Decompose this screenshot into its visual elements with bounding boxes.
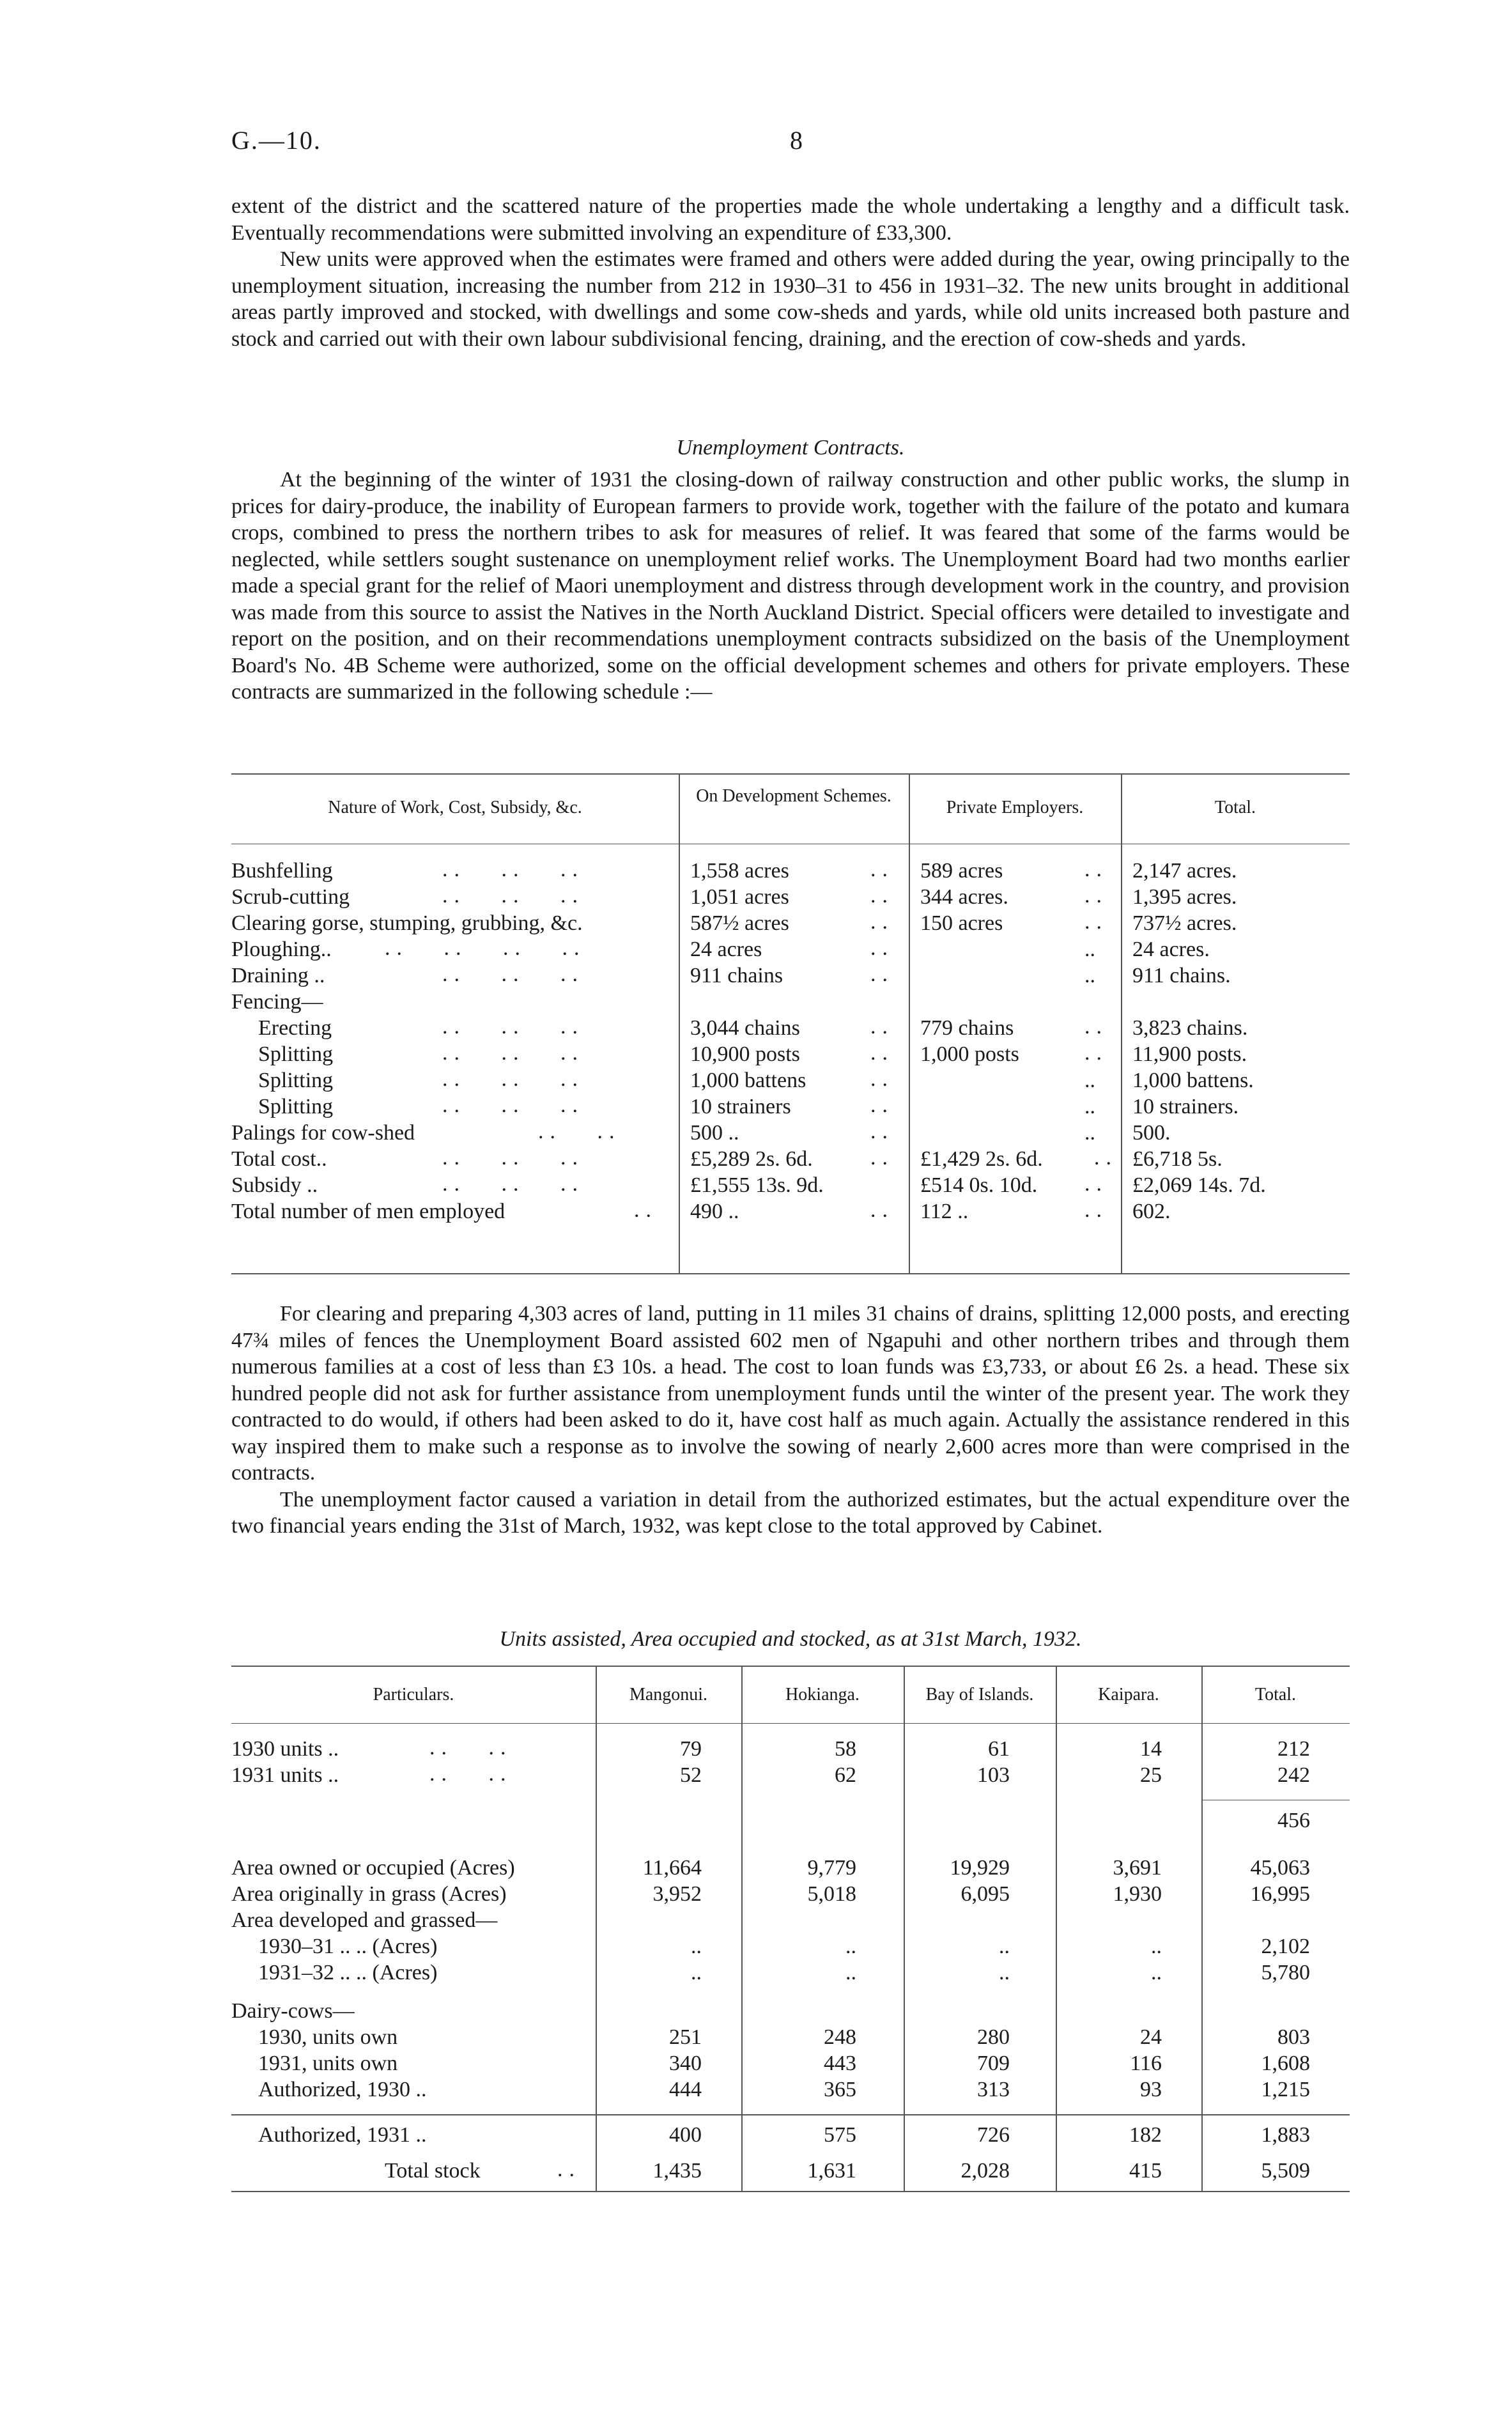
row-label: Splitting (258, 1095, 334, 1118)
row-label: Area developed and grassed— (231, 1908, 498, 1932)
bay-of-islands-value: 19,929 (950, 1856, 1010, 1880)
table-rule (231, 773, 1350, 775)
total-value: 1,215 (1261, 2078, 1310, 2101)
private-value: .. (1084, 964, 1095, 987)
table-rule (231, 1273, 1350, 1274)
hokianga-value: .. (845, 1935, 856, 1958)
units-assisted-table: Particulars. Mangonui. Hokianga. Bay of Islands. Kaipara. Total. 1930 units .. .. .. 79 58 61 14 212 1931 units .. .. .. 52 62 103 25 242 456 Area owned or occupied (Acres) 11,664 9,779 19,929 3,691 45,063 Area originally in grass (Acres) 3,952 5,018 6,095 1,930 16,995 Area developed and grassed— 1930–31 .. .. (Acres) .. .. .. .. 2,102 1931–32 .. .. (Acres) .. .. .. .. 5,780 Dairy-cows— 1930, units own 251 248 280 24 803 1931, units own 340 443 709 116 1,608 Authorized, 1930 .. 444 365 313 93 1,215 (231, 1666, 1350, 2126)
total-value: 45,063 (1250, 1856, 1310, 1880)
total-value: 2,102 (1261, 1935, 1310, 1958)
row-label: 1930, units own (258, 2025, 398, 2049)
row-label: Bushfelling (231, 859, 333, 883)
kaipara-value: 14 (1140, 1737, 1162, 1761)
bay-of-islands-value: 2,028 (960, 2159, 1010, 2183)
column-divider (679, 773, 680, 1273)
row-label: 1931–32 .. .. (Acres) (258, 1961, 438, 1984)
table-rule (231, 2191, 1350, 2192)
page-number: 8 (790, 126, 804, 155)
total-value: 456 (1277, 1809, 1310, 1832)
column-divider (1121, 773, 1122, 1273)
column-header: Total. (1214, 798, 1256, 817)
kaipara-value: .. (1151, 1935, 1162, 1958)
row-label: 1931 units .. (231, 1763, 339, 1787)
kaipara-value: 25 (1140, 1763, 1162, 1787)
kaipara-value: 116 (1130, 2052, 1162, 2075)
hokianga-value: 248 (824, 2025, 856, 2049)
column-header: Bay of Islands. (925, 1685, 1034, 1705)
private-value: .. (1084, 1069, 1095, 1092)
paragraph: At the beginning of the winter of 1931 the closing-down of railway construction and other public works, the slump in prices for dairy-produce, the inability of European farmers to provide work, together with the failure of the potato and kumara crops, combined to press the northern tribes to ask for measures of relief. It was feared that some of the farms would be neglected, while settlers sought sustenance on unemployment relief works. The Unemployment Board had two months earlier made a special grant for the relief of Maori unemployment and distress through development work in the country, and provision was made from this source to assist the Natives in the North Auckland District. Special officers were detailed to investigate and report on the position, and on their recommendations unemployment contracts subsidized on the basis of the Unemployment Board's No. 4B Scheme were authorized, some on the official development schemes and others for private employers. These contracts are summarized in the following schedule :— (231, 468, 1350, 704)
column-header: Mangonui. (629, 1685, 708, 1705)
total-value: 212 (1277, 1737, 1310, 1761)
mangonui-value: 3,952 (652, 1882, 702, 1906)
row-label: Splitting (258, 1069, 334, 1092)
mangonui-value: .. (691, 1935, 702, 1958)
kaipara-value: 415 (1129, 2159, 1162, 2183)
row-label: Draining .. (231, 964, 325, 987)
dev-value: £1,555 13s. 9d. (690, 1173, 824, 1197)
row-label: Scrub-cutting (231, 885, 350, 909)
private-value: 1,000 posts (920, 1042, 1019, 1066)
row-label: Palings for cow-shed (231, 1121, 415, 1145)
column-header: Private Employers. (946, 798, 1084, 817)
total-value: 2,147 acres. (1132, 859, 1237, 883)
column-header: Hokianga. (785, 1685, 860, 1705)
mangonui-value: 11,664 (642, 1856, 702, 1880)
kaipara-value: 24 (1140, 2025, 1162, 2049)
hokianga-value: 365 (824, 2078, 856, 2101)
table-title: Units assisted, Area occupied and stocked, as at 31st March, 1932. (499, 1627, 1082, 1651)
total-value: 10 strainers. (1132, 1095, 1239, 1118)
mangonui-value: 1,435 (652, 2159, 702, 2183)
private-value: £514 0s. 10d. (920, 1173, 1038, 1197)
dev-value: 24 acres (690, 938, 762, 961)
bay-of-islands-value: 6,095 (960, 1882, 1010, 1906)
row-label: Area owned or occupied (Acres) (231, 1856, 515, 1880)
row-label: 1931, units own (258, 2052, 398, 2075)
hokianga-value: 9,779 (807, 1856, 856, 1880)
contracts-schedule-table: Nature of Work, Cost, Subsidy, &c. On Development Schemes. Private Employers. Total. Bushfelling .. .. .. 1,558 acres .. 589 acres .. 2,147 acres. Scrub-cutting .. .. .. 1,051 acres .. 344 acres. .. 1,395 acres. Clearing gorse, stumping, grubbing, &c. 587½ acres .. 150 acres .. 737½ acres. Ploughing.. .. .. .. .. 24 acres .. .. 24 acres. Draining .. .. .. .. 911 chains .. .. 911 chains. Fencing— Erecting .. .. .. 3,044 chains .. 779 chains .. 3,823 chains. Splitting .. .. .. 10,900 posts .. 1,000 posts .. 11,900 posts. Splitting .. .. .. 1,000 battens .. .. 1,000 battens. Splitting .. .. .. 10 strainers .. .. 10 strainers. Palings for cow-shed .. .. 500 .. .. .. 500. Total cost.. .. .. .. £5,289 2s. 6d. .. £1,429 2s. 6d. .. £6,718 5s. Subsidy .. .. .. .. £1,555 13s. 9d. £514 0s. 10d. .. £2,069 14s. 7d. Total number of men employed .. 490 .. .. 112 .. .. 602. (231, 773, 1350, 1285)
mangonui-value: 251 (669, 2025, 702, 2049)
hokianga-value: 443 (824, 2052, 856, 2075)
total-value: 16,995 (1250, 1882, 1310, 1906)
dev-value: 1,558 acres (690, 859, 789, 883)
total-value: 803 (1277, 2025, 1310, 2049)
row-label: 1930–31 .. .. (Acres) (258, 1935, 438, 1958)
row-label: Clearing gorse, stumping, grubbing, &c. (231, 911, 583, 935)
mangonui-value: 52 (680, 1763, 702, 1787)
total-value: 5,509 (1261, 2159, 1310, 2183)
dev-value: 911 chains (690, 964, 783, 987)
row-label: Total number of men employed (231, 1200, 505, 1223)
private-value: 150 acres (920, 911, 1003, 935)
total-value: 1,395 acres. (1132, 885, 1237, 909)
column-header: Total. (1254, 1685, 1297, 1705)
dev-value: 3,044 chains (690, 1016, 800, 1040)
dev-value: 10,900 posts (690, 1042, 800, 1066)
bay-of-islands-value: 103 (977, 1763, 1010, 1787)
row-label: Erecting (258, 1016, 332, 1040)
hokianga-value: .. (845, 1961, 856, 1984)
hokianga-value: 575 (824, 2123, 856, 2147)
mangonui-value: 340 (669, 2052, 702, 2075)
private-value: .. (1084, 938, 1095, 961)
units-assisted-table-continued: Authorized, 1931 .. 400 575 726 182 1,883 Total stock .. 1,435 1,631 2,028 415 5,509 (231, 2126, 1350, 2215)
bay-of-islands-value: 313 (977, 2078, 1010, 2101)
hokianga-value: 5,018 (807, 1882, 856, 1906)
dev-value: 10 strainers (690, 1095, 791, 1118)
kaipara-value: 1,930 (1113, 1882, 1162, 1906)
paragraph: extent of the district and the scattered nature of the properties made the whole undertaking a lengthy and a difficult task. Eventually recommendations were submitted involving an expenditure of £33,300. (231, 194, 1350, 245)
total-value: 500. (1132, 1121, 1171, 1145)
total-value: 5,780 (1261, 1961, 1310, 1984)
private-value: 779 chains (920, 1016, 1014, 1040)
bay-of-islands-value: .. (999, 1961, 1010, 1984)
dev-value: 500 .. (690, 1121, 739, 1145)
bay-of-islands-value: 726 (977, 2123, 1010, 2147)
bay-of-islands-value: 280 (977, 2025, 1010, 2049)
table-rule (231, 1723, 1350, 1724)
section-heading: Unemployment Contracts. (676, 436, 905, 460)
private-value: .. (1084, 1121, 1095, 1145)
kaipara-value: 182 (1129, 2123, 1162, 2147)
table-rule (231, 2114, 1350, 2115)
private-value: 112 .. (920, 1200, 969, 1223)
paragraph: New units were approved when the estimates were framed and others were added during the year, owing principally to the unemployment situation, increasing the number from 212 in 1930–31 to 456 in 1931–32. The new units brought in additional areas partly improved and stocked, with dwellings and some cow-sheds and yards, while old units increased both pasture and stock and carried out with their own labour subdivisional fencing, draining, and the erection of cow-sheds and yards. (231, 247, 1350, 351)
body-text-top (231, 193, 1350, 352)
total-value: 1,608 (1261, 2052, 1310, 2075)
private-value: 344 acres. (920, 885, 1008, 909)
dev-value: £5,289 2s. 6d. (690, 1147, 813, 1171)
private-value: £1,429 2s. 6d. (920, 1147, 1043, 1171)
bay-of-islands-value: 709 (977, 2052, 1010, 2075)
total-value: 1,883 (1261, 2123, 1310, 2147)
row-label: Fencing— (231, 990, 323, 1014)
total-value: 602. (1132, 1200, 1171, 1223)
body-text-unemployment (231, 467, 1350, 706)
total-value: 1,000 battens. (1132, 1069, 1254, 1092)
bay-of-islands-value: .. (999, 1935, 1010, 1958)
dev-value: 1,000 battens (690, 1069, 806, 1092)
mangonui-value: .. (691, 1961, 702, 1984)
row-label: Authorized, 1930 .. (258, 2078, 427, 2101)
hokianga-value: 1,631 (807, 2159, 856, 2183)
dev-value: 490 .. (690, 1200, 739, 1223)
hokianga-value: 58 (835, 1737, 856, 1761)
row-label: Authorized, 1931 .. (258, 2123, 427, 2147)
column-header: On Development Schemes. (696, 786, 891, 806)
column-header: Kaipara. (1098, 1685, 1159, 1705)
paragraph: The unemployment factor caused a variation in detail from the authorized estimates, but the actual expenditure over the two financial years ending the 31st of March, 1932, was kept close to the total approved by Cabinet. (231, 1487, 1350, 1538)
table-rule (231, 1666, 1350, 1667)
private-value: .. (1084, 1095, 1095, 1118)
total-value: £2,069 14s. 7d. (1132, 1173, 1266, 1197)
dev-value: 587½ acres (690, 911, 789, 935)
total-value: 242 (1277, 1763, 1310, 1787)
report-code: G.—10. (231, 126, 321, 155)
row-label: Splitting (258, 1042, 334, 1066)
bay-of-islands-value: 61 (988, 1737, 1010, 1761)
row-label: Ploughing.. (231, 938, 332, 961)
kaipara-value: 93 (1140, 2078, 1162, 2101)
row-label: Subsidy .. (231, 1173, 318, 1197)
column-header: Nature of Work, Cost, Subsidy, &c. (328, 798, 582, 817)
mangonui-value: 444 (669, 2078, 702, 2101)
row-label: 1930 units .. (231, 1737, 339, 1761)
kaipara-value: 3,691 (1113, 1856, 1162, 1880)
total-value: £6,718 5s. (1132, 1147, 1223, 1171)
row-label: Area originally in grass (Acres) (231, 1882, 507, 1906)
column-header: Particulars. (373, 1685, 454, 1705)
total-value: 737½ acres. (1132, 911, 1237, 935)
total-value: 24 acres. (1132, 938, 1210, 961)
paragraph: For clearing and preparing 4,303 acres of land, putting in 11 miles 31 chains of drains, splitting 12,000 posts, and erecting 47¾ miles of fences the Unemployment Board assisted 602 men of Ngapuhi and other northern tribes and through them numerous families at a cost of less than £3 10s. a head. The cost to loan funds was £3,733, or about £6 2s. a head. These six hundred people did not ask for further assistance from unemployment funds until the winter of the present year. The work they contracted to do would, if others had been asked to do it, have cost half as much again. Actually the assistance rendered in this way inspired them to make such a response as to involve the sowing of nearly 2,600 acres more than were comprised in the contracts. (231, 1302, 1350, 1485)
total-value: 911 chains. (1132, 964, 1231, 987)
row-label: Total cost.. (231, 1147, 327, 1171)
dev-value: 1,051 acres (690, 885, 789, 909)
total-value: 3,823 chains. (1132, 1016, 1248, 1040)
kaipara-value: .. (1151, 1961, 1162, 1984)
body-text-middle (231, 1301, 1350, 1540)
hokianga-value: 62 (835, 1763, 856, 1787)
mangonui-value: 79 (680, 1737, 702, 1761)
column-divider (909, 773, 910, 1273)
row-label: Total stock (385, 2159, 481, 2183)
mangonui-value: 400 (669, 2123, 702, 2147)
total-value: 11,900 posts. (1132, 1042, 1247, 1066)
private-value: 589 acres (920, 859, 1003, 883)
row-label: Dairy-cows— (231, 1999, 355, 2023)
